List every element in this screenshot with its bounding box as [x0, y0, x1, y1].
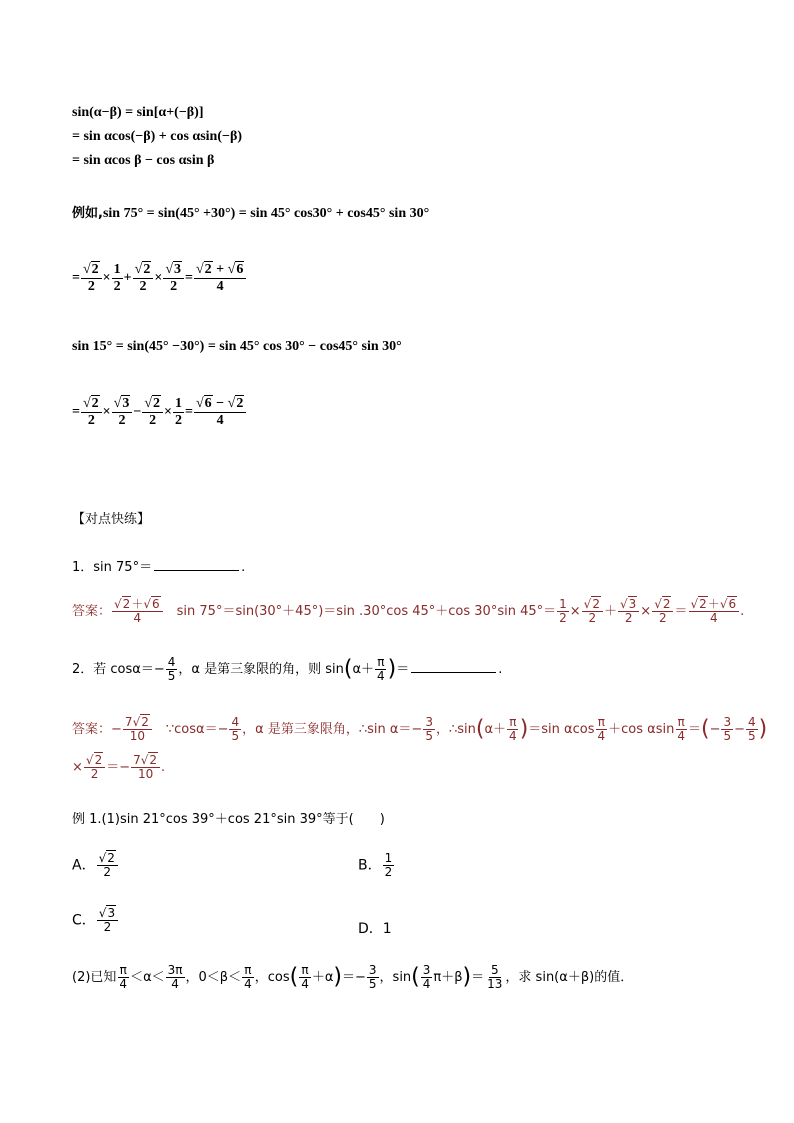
question-2: 2．若 cosα＝− $\frac{4}{5}$ ，α 是第三象限的角，则 sin(α＋ $\frac{\pi}{4}$ )＝ . [72, 655, 503, 683]
derivation-line-3: = sin αcos β − cos αsin β [72, 153, 215, 168]
example-1-part-2: (2)已知 $\frac{\pi}{4}$ ＜α＜ $\frac{3\pi}{4}$ ，0＜β＜ $\frac{\pi}{4}$ ，cos( $\frac{\pi}{4}$ ＋α)＝− $\frac{3}{5}$ ，sin( $\frac{3}{4}$ π＋β)＝ $\frac{5}{13}$ ，求 sin(α＋β)的值． [72, 963, 634, 991]
derivation-line-1: sin(α−β) = sin[α+(−β)] [72, 105, 204, 120]
section-title: 【对点快练】 [72, 512, 151, 527]
answer-blank [411, 658, 496, 673]
answer-2: 答案：− $\frac{7√ 2}{10}$ ∵cosα＝− $\frac{4}{5}$ ，α 是第三象限角，∴sin α＝− $\frac{3}{5}$ ，∴sin(α＋ $\frac{\pi}{4}$ )＝sin αcos $\frac{\pi}{4}$ ＋cos αsin $\frac{\pi}{4}$ ＝(− $\frac{3}{5}$ − $\frac{4}{5}$ ) [72, 716, 767, 743]
answer-2-cont: × √ $\frac{2}{2}$ ＝− $\frac{7√ 2}{10}$ . [72, 754, 165, 781]
option-c[interactable]: C． √ $\frac{3}{2}$ [72, 907, 119, 934]
answer-blank [154, 556, 239, 571]
example-75-text: sin 75° = sin(45° +30°) = sin 45° cos30° + cos45° sin 30° [102, 206, 430, 221]
option-d[interactable]: D．1 [358, 921, 392, 937]
question-1: 1．sin 75°＝ . [72, 556, 245, 577]
example-15-line: sin 15° = sin(45° −30°) = sin 45° cos 30° − cos45° sin 30° [72, 339, 402, 354]
answer-1: 答案： √ $\frac{2+√ 6}{4}$ sin 75°＝sin(30°＋45°)＝sin .30°cos 45°＋cos 30°sin 45°＝ $\frac{1}{2}$ × √ $\frac{2}{2}$ ＋ √ $\frac{3}{2}$ × √ $\frac{2}{2}$ ＝ √ $\frac{2+√ 6}{4}$ . [72, 598, 744, 625]
option-b[interactable]: B． $\frac{1}{2}$ [358, 851, 393, 879]
example-75-line [72, 205, 429, 223]
option-a[interactable]: A． √ $\frac{2}{2}$ [72, 852, 119, 879]
example-75-result: = √ $\frac{2}{2}$ × $\frac{1}{2}$ + √ $\frac{2}{2}$ × √ $\frac{3}{2}$ = √ $\frac{2 + √ 6}{4}$ [72, 262, 247, 295]
derivation-line-2: = sin αcos(−β) + cos αsin(−β) [72, 129, 243, 144]
example-1-question: 例 1.(1)sin 21°cos 39°＋cos 21°sin 39°等于( ) [72, 812, 385, 827]
example-15-result: = √ $\frac{2}{2}$ × √ $\frac{3}{2}$ − √ $\frac{2}{2}$ × $\frac{1}{2}$ = √ $\frac{6 - √ 2}{4}$ [72, 396, 247, 429]
example-intro: 例如, [72, 206, 103, 221]
fraction: √ $\frac{2}{2}$ [81, 262, 102, 295]
